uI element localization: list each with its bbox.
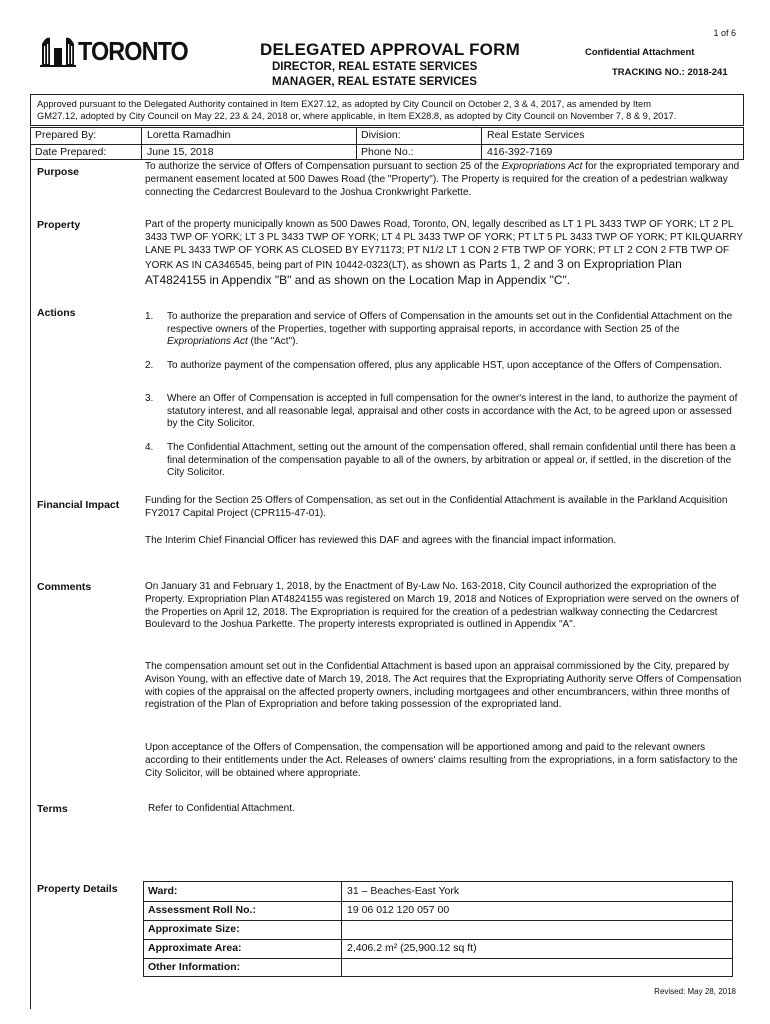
financial-impact-label: Financial Impact [37, 499, 120, 511]
purpose-text: To authorize the service of Offers of Compensation pursuant to section 25 of the Expropriations Act for the expropriated temporary and permanent easement located at 500 Dawes Road (the "Property"). The Property is required for the creation of a pedestrian walkway connecting the Cedarcrest Boulevard to the Joshua Cronkwright Parkette. [145, 161, 740, 198]
grid-line [481, 127, 482, 159]
comments-para-1: On January 31 and February 1, 2018, by the Enactment of By-Law No. 163-2018, City Council authorized the expropriation of the Property. Expropriation Plan AT4824155 was registered on March 19, 2018 and Notices of Expropriation were served on the owners of the Properties on April 12, 2018. The Expropriation is required for the creation of a pedestrian walkway connecting the Cedarcrest Boulevard to the Joshua Parkette. The property interests expropriated is outlined in Appendix "A". [145, 581, 739, 631]
property-details-label: Property Details [37, 883, 118, 895]
division-label: Division: [361, 129, 401, 141]
terms-label: Terms [37, 803, 68, 815]
left-border [30, 159, 31, 1009]
property-legal-description: Part of the property municipally known as 500 Dawes Road, Toronto, ON, legally described as LT 1 PL 3433 TWP OF YORK; LT 2 PL 3433 TWP OF YORK; LT 3 PL 3433 TWP OF YORK; LT 4 PL 3433 TWP OF YORK; PT LT 5 PL 3433 TWP OF YORK; PT KILQUARRY LANE PL 3433 TWP OF YORK AS CLOSED BY EY71173; PT N1/2 LT 1 CON 2 FTB TWP OF YORK; PT LT 2 CON 2 FTB TWP OF YORK AS IN CA346545, being part of PIN 10442-0323(LT), as [145, 219, 743, 272]
comments-label: Comments [37, 581, 92, 593]
property-label: Property [37, 219, 81, 231]
logo-wordmark: TORONTO [78, 36, 188, 66]
action-item: 3. Where an Offer of Compensation is accepted in full compensation for the owner's interest in the land, to authorize the payment of statutory interest, and all reasonable legal, appraisal and other costs in accordance with the Act, to be agreed upon or assessed by the City Solicitor. [145, 393, 738, 430]
property-plan-reference: shown as Parts 1, 2 and 3 on Expropriation Plan AT4824155 in Appendix "B" and as shown on the Location Map in Appendix "C". [145, 257, 682, 288]
subtitle-manager: MANAGER, REAL ESTATE SERVICES [272, 76, 477, 88]
subtitle-director: DIRECTOR, REAL ESTATE SERVICES [272, 61, 478, 73]
comments-para-2: The compensation amount set out in the Confidential Attachment is based upon an appraisal commissioned by the City, prepared by Avison Young, with an effective date of March 19, 2018. The Act requires that the Expropriating Authority serve Offers of Compensation with copies of the appraisal on the affected property owners, including mortgagees and other encumbrancers, within three months of registration of the Plan of Expropriation and before taking possession of the expropriated land. [145, 661, 742, 711]
approval-authority-box [30, 94, 744, 126]
grid-line [356, 127, 357, 159]
financial-impact-para-2: The Interim Chief Financial Officer has reviewed this DAF and agrees with the financial impact information. [145, 535, 617, 546]
grid-line [30, 144, 744, 145]
action-item: 2. To authorize payment of the compensation offered, plus any applicable HST, upon acceptance of the Offers of Compensation. [145, 360, 722, 371]
table-row: Other Information: [148, 961, 241, 973]
grid-line [743, 127, 744, 159]
action-item: 1. To authorize the preparation and service of Offers of Compensation in the amounts set out in the Confidential Attachment on the respective owners of the Properties, together with supporting appraisal reports, in accordance with Section 25 of the Expropriations Act (the "Act"). [145, 311, 733, 348]
date-prepared-label: Date Prepared: [35, 146, 107, 158]
table-row: Approximate Area: 2,406.2 m² (25,900.12 sq ft) [144, 939, 732, 959]
tracking-number: TRACKING NO.: 2018-241 [612, 67, 728, 78]
actions-label: Actions [37, 307, 76, 319]
financial-impact-para-1: Funding for the Section 25 Offers of Compensation, as set out in the Confidential Attachment is available in the Parkland Acquisition FY2017 Capital Project (CPR115-47-01). [145, 495, 728, 519]
revised-date: Revised: May 28, 2018 [654, 987, 736, 996]
prepared-by-value: Loretta Ramadhin [147, 129, 231, 141]
approval-text-line-2: GM27.12, adopted by City Council on May 22, 23 & 24, 2018 or, where applicable, in Item EX28.8, as adopted by City Council on November 7, 8 & 9, 2017. [37, 111, 677, 121]
grid-line [30, 127, 31, 159]
action-item: 4. The Confidential Attachment, setting out the amount of the compensation offered, shall remain confidential until there has been a final determination of the compensation payable to all of the owners, by arbitration or appeal or, if settled, in the discretion of the City Solicitor. [145, 442, 736, 479]
property-details-table [143, 881, 733, 977]
page-number: 1 of 6 [713, 28, 736, 38]
approval-text-line-1: Approved pursuant to the Delegated Authority contained in Item EX27.12, as adopted by City Council on October 2, 3 & 4, 2017, as amended by Item [37, 99, 651, 109]
grid-line [141, 127, 142, 159]
comments-para-3: Upon acceptance of the Offers of Compensation, the compensation will be apportioned among and paid to the relevant owners according to their entitlements under the Act. Releases of owners' claims resulting from the expropriations, in a form satisfactory to the City Solicitor, will be obtained where appropriate. [145, 742, 738, 779]
table-row: Ward: 31 – Beaches-East York [144, 882, 732, 902]
phone-value: 416-392-7169 [487, 146, 553, 158]
prepared-by-label: Prepared By: [35, 129, 97, 141]
form-title: DELEGATED APPROVAL FORM [260, 40, 520, 59]
city-hall-icon [40, 32, 76, 68]
property-text [145, 219, 743, 289]
confidential-attachment-label: Confidential Attachment [585, 47, 695, 58]
purpose-label: Purpose [37, 166, 80, 178]
date-prepared-value: June 15, 2018 [147, 146, 214, 158]
phone-label: Phone No.: [361, 146, 414, 158]
table-row: Assessment Roll No.: 19 06 012 120 057 00 [144, 901, 732, 921]
grid-line [30, 127, 744, 128]
terms-text: Refer to Confidential Attachment. [148, 803, 295, 814]
grid-line [30, 159, 744, 160]
division-value: Real Estate Services [487, 129, 585, 141]
toronto-logo [40, 30, 188, 70]
table-row: Approximate Size: [144, 920, 732, 940]
